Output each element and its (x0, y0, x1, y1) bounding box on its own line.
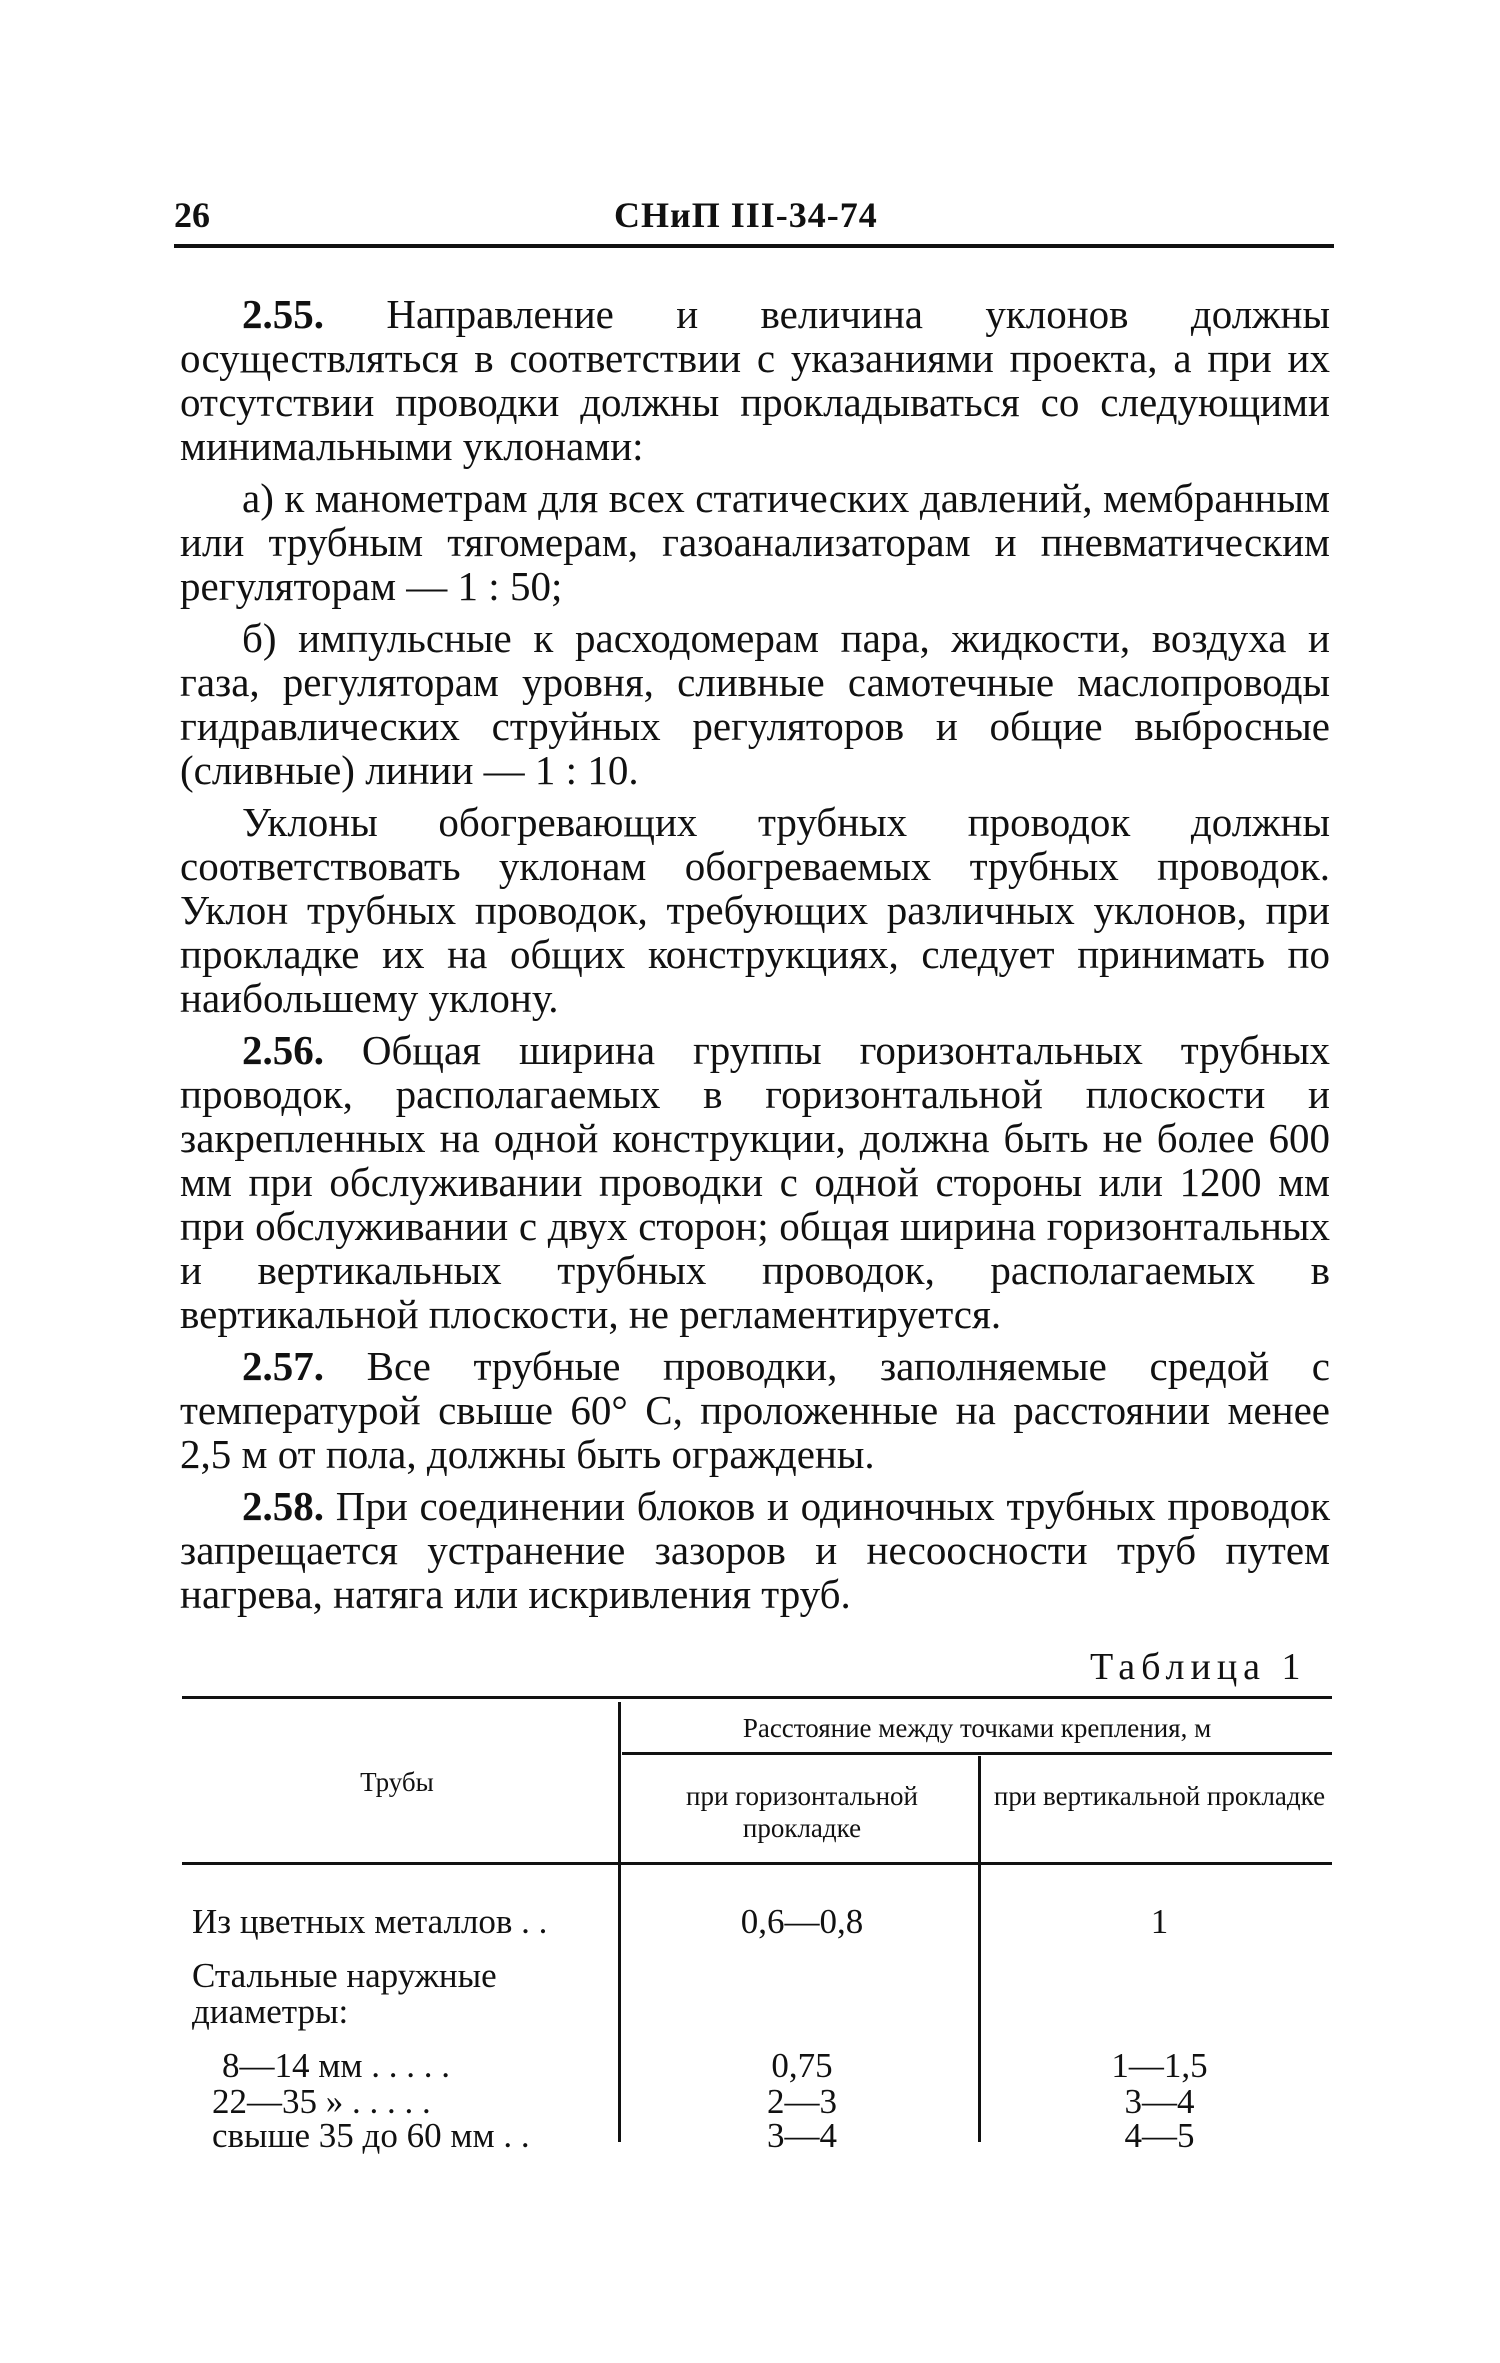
header-horizontal: при горизонтальной прокладке (686, 1781, 918, 1843)
paragraph-item-a (180, 476, 1330, 608)
table-header-rule (182, 1862, 1332, 1865)
table-caption: Таблица 1 (1090, 1646, 1307, 1688)
header-rule (174, 244, 1334, 248)
clause-number: 2.56. (242, 1027, 324, 1073)
header-vertical: при вертикальной прокладке (993, 1781, 1326, 1811)
table-row-label: 22—35 » . . . . . (212, 2082, 431, 2121)
paragraph-slopes (180, 800, 1330, 1020)
paragraph-2-56 (180, 1028, 1330, 1336)
table-row-label: Стальные наружные диаметры: (192, 1956, 497, 2031)
table-1 (182, 1696, 1332, 2155)
table-cell-horizontal: 2—3 (767, 2082, 837, 2121)
table-row-label: Из цветных металлов . . (192, 1902, 548, 1941)
table-subheader-rule (622, 1752, 1332, 1755)
table-cell-horizontal: 0,75 (771, 2046, 833, 2085)
paragraph-2-58 (180, 1484, 1330, 1616)
paragraph-text: При соединении блоков и одиночных трубных проводок запрещается устранение зазоров и несоосности труб путем нагрева, натяга или искривления труб. (180, 1483, 1330, 1617)
table-divider-2 (978, 1756, 981, 2142)
body-text (180, 292, 1330, 1624)
paragraph-2-55 (180, 292, 1330, 468)
paragraph-2-57 (180, 1344, 1330, 1476)
table-row-label: 8—14 мм . . . . . (222, 2046, 451, 2085)
table-cell-horizontal: 3—4 (767, 2116, 837, 2155)
header-distance-group: Расстояние между точками крепления, м (742, 1713, 1212, 1743)
clause-number: 2.57. (242, 1343, 324, 1389)
table-cell-vertical: 1 (1150, 1902, 1169, 1941)
table-cell-vertical: 3—4 (1124, 2082, 1195, 2121)
document-code: СНиП III-34-74 (614, 195, 878, 235)
table-row-label: свыше 35 до 60 мм . . (212, 2116, 530, 2155)
table-cell-horizontal: 0,6—0,8 (740, 1902, 864, 1941)
paragraph-text: а) к манометрам для всех статических давлений, мембранным или трубным тягомерам, газоанализаторам и пневматическим регуляторам — 1 : 50; (180, 475, 1330, 609)
paragraph-text: Все трубные проводки, заполняемые средой с температурой свыше 60° С, проложенные на расстоянии менее 2,5 м от пола, должны быть ограждены. (180, 1343, 1330, 1477)
table-cell-vertical: 4—5 (1124, 2116, 1195, 2155)
page-number: 26 (174, 195, 210, 235)
clause-number: 2.55. (242, 291, 324, 337)
header-pipes: Трубы (360, 1767, 434, 1797)
paragraph-text: б) импульсные к расходомерам пара, жидкости, воздуха и газа, регуляторам уровня, сливные самотечные маслопроводы гидравлических струйных регуляторов и общие выбросные (сливные) линии — 1 : 10. (180, 615, 1330, 793)
paragraph-text: Направление и величина уклонов должны осуществляться в соответствии с указаниями проекта, а при их отсутствии проводки должны прокладываться со следующими минимальными уклонами: (180, 291, 1330, 469)
table-divider-1 (618, 1702, 621, 2142)
paragraph-text: Уклоны обогревающих трубных проводок должны соответствовать уклонам обогреваемых трубных проводок. Уклон трубных проводок, требующих различных уклонов, при прокладке их на общих конструкциях, следует принимать по наибольшему уклону. (180, 799, 1330, 1021)
paragraph-text: Общая ширина группы горизонтальных трубных проводок, располагаемых в горизонтальной плоскости и закрепленных на одной конструкции, должна быть не более 600 мм при обслуживании проводки с одной стороны или 1200 мм при обслуживании с двух сторон; общая ширина горизонтальных и вертикальных трубных проводок, располагаемых в вертикальной плоскости, не регламентируется. (180, 1027, 1330, 1337)
table-top-rule (182, 1696, 1332, 1699)
table-cell-vertical: 1—1,5 (1111, 2046, 1208, 2085)
clause-number: 2.58. (242, 1483, 324, 1529)
page-header (174, 186, 1334, 242)
paragraph-item-b (180, 616, 1330, 792)
